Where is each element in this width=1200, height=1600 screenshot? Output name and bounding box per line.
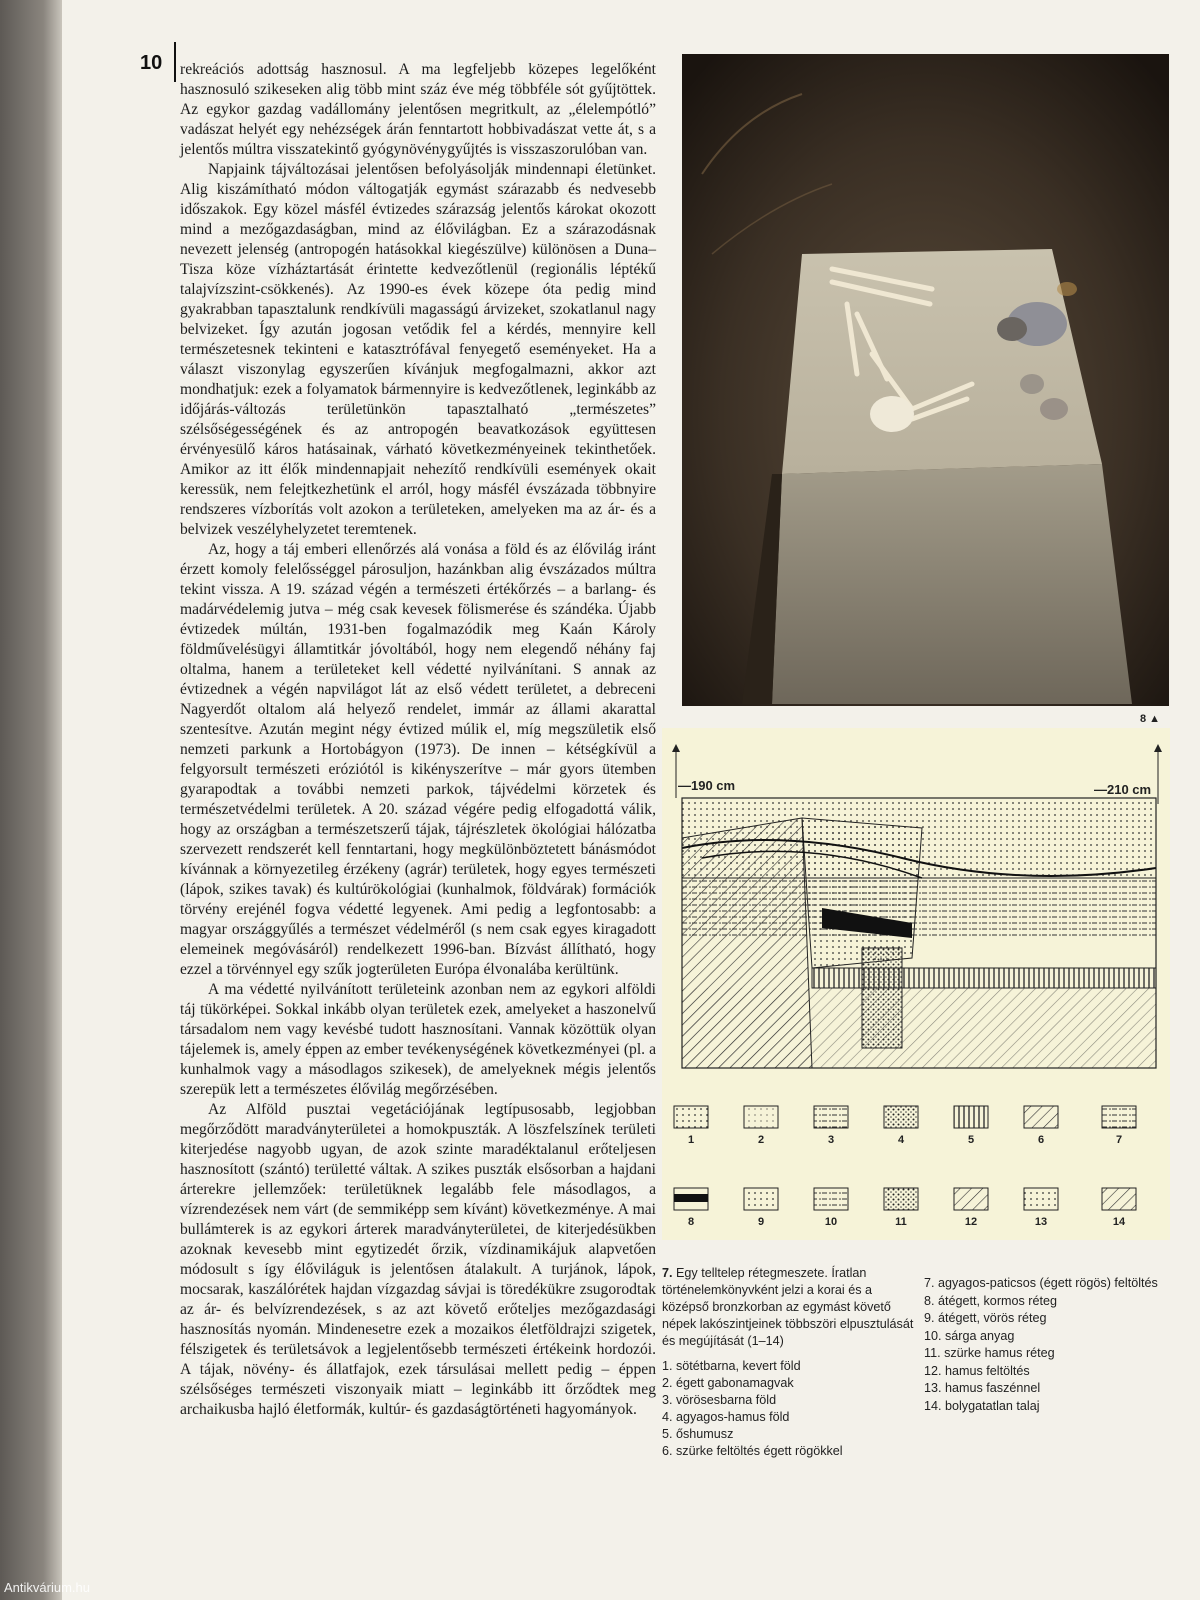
- legend-num-3: 3: [827, 1134, 835, 1146]
- legend-item: 1. sötétbarna, kevert föld: [662, 1359, 801, 1373]
- depth-left-label: —190 cm: [678, 778, 736, 793]
- grave-photo: [682, 54, 1169, 706]
- paragraph-2: Napjaink tájváltozásai jelentősen befolyásolják mindennapi életünket. Alig kiszámítható módon váltogatják egymást szárazabb és nedvesebb időszakok. Egy közel másfél évtizedes szárazság jelentős károkat okozott mind a mezőgazdaságban, mind az élővilágban. Ez a szárazodásnak nevezett jelenség (antropogén hatásokkal kiegészülve) különösen a Duna–Tisza köze vízháztartását érintette kedvezőtlenül (regionális léptékű talajvízszint-csökkenés). Az 1990-es évek közepe óta pedig mind gyakrabban tapasztalunk rendkívüli magasságú árvizeket, szokatlanul nagy belvizeket. Így azután jogosan vetődik fel a kérdés, mennyire kell természetesnek tekinteni e katasztrófával fenyegető eseményeket. Ha a választ viszonylag egyszerűen kívánjuk megfogalmazni, akkor azt mondhatjuk: ezek a folyamatok bármennyire is kedvezőtlenek, leginkább az időjárás-változás területünkön tapasztalható „természetes” szélsőségességének és az antropogén beavatkozások együttesen érvényesülő káros hatásainak, várható következményeinek tekinthetőek. Amikor az itt élők mindennapjait nehezítő rendkívüli események okait keressük, nem felejtkezhetünk el arról, hogy másfél évszázada többnyire rendszeres vízborítás volt azokon a területeken, amelyeken ma az ár- és a belvizek veszélyhelyzetet teremtenek.: [180, 161, 656, 538]
- legend-list-left: [662, 1358, 922, 1460]
- legend-item: 7. agyagos-paticsos (égett rögös) feltöltés: [924, 1276, 1158, 1290]
- legend-item: 6. szürke feltöltés égett rögökkel: [662, 1444, 843, 1458]
- paragraph-1: rekreációs adottság hasznosul. A ma legfeljebb közepes legelőként hasznosuló szikeseken alig több mint száz éve még többféle sót gyűjtöttek. Az egykor gazdag vadállomány jelentősen megritkult, az „élelempótló” vadászat helyét egy nehézségek árán fenntartott hobbivadászat vette át, s a jelentős múltra visszatekintő gyógynövénygyűjtés is visszaszorulóban van.: [180, 61, 656, 158]
- legend-num-14: 14: [1112, 1216, 1126, 1228]
- skull-icon: [870, 396, 914, 432]
- legend-item: 9. átégett, vörös réteg: [924, 1311, 1047, 1325]
- page-number: 10: [140, 52, 163, 74]
- legend-item: 10. sárga anyag: [924, 1328, 1015, 1343]
- page-number-rule: [174, 42, 176, 82]
- legend-num-8: 8: [687, 1216, 695, 1228]
- legend-num-10: 10: [824, 1216, 838, 1228]
- legend-item: 13. hamus faszénnel: [924, 1381, 1041, 1395]
- legend-num-6: 6: [1037, 1134, 1045, 1146]
- clay-cup-icon: [1020, 374, 1044, 394]
- legend-num-5: 5: [967, 1134, 975, 1146]
- legend-item: 12. hamus feltöltés: [924, 1363, 1030, 1378]
- legend-num-9: 9: [757, 1216, 765, 1228]
- legend-swatches: [674, 1106, 1136, 1210]
- paragraph-4: A ma védetté nyilvánított területeink azonban nem az egykori alföldi táj tükörképei. Sokkal inkább olyan területek ezek, amelyeket a haszonelvű társadalom nem vagy kevésbé tudott hasznosítani. Vannak közöttük olyan tájelemek is, amely éppen az ember tevékenységének következményei (pl. a kunhalmok vagy a másodlagos szikesek), de amelyeknek mégis jelentős szerepük lett a természetes élővilág megőrzésében.: [180, 981, 656, 1098]
- legend-num-1: 1: [687, 1134, 695, 1146]
- caption-body: Egy telltelep rétegmeszete. Íratlan történelemkönyvként jelzi a korai és a középső bronzkorban az egymást követő népek lakószintjeinek többszöri elpusztulását és megújítását (1–14): [662, 1266, 914, 1348]
- figure-8-label: 8 ▲: [1140, 713, 1161, 725]
- depth-right-label: —210 cm: [1094, 782, 1152, 797]
- paragraph-5: Az Alföld pusztai vegetációjának legtípusosabb, legjobban megőrződött maradványterületei a homokpuszták. A löszfelszínek területi kiterjedése nagyobb ugyan, de azok szinte maradéktalanul erőteljesen hasznosított (szántó) területté váltak. A szikes puszták elsősorban a hajdani árterekre jellemzőek: területüknek legalább fele másodlagos, a vízrendezések nem várt (de semmiképp sem kívánt) következménye. A mai bullámterek is az egykori árterek maradványterületei, de kiterjedésükben azoknak kevesebb mint egytizedét őrzik, vízdinamikájuk alapvetően módosult s így élőviláguk is jelentősen átalakult. A turjánok, lápok, mocsarak, kaszálórétek hajdan vízgazdag sávjai is töredékükre zsugorodtak az ár- és belvízrendezések, s az azt követő erőteljes mezőgazdasági hasznosítás nyomán. Mindenesetre ezek a mozaikos életföldrajzi szigetek, félszigetek és területsávok a legjelentősebb természeti értékeink hordozói. A tájak, növény- és állatfajok, ezek társulásai mellett pedig – éppen szélsőséges természeti viszonyaik miatt – leginkább itt őrződtek meg archaikusba hajló életformák, kultúr- és gazdaságtörténeti hagyományok.: [180, 1101, 656, 1418]
- legend-num-2: 2: [757, 1134, 765, 1146]
- stratigraphy-diagram: [662, 728, 1170, 1240]
- legend-num-7: 7: [1115, 1134, 1123, 1146]
- legend-item: 3. vörösesbarna föld: [662, 1393, 777, 1407]
- paragraph-3: Az, hogy a táj emberi ellenőrzés alá vonása a föld és az élővilág iránt érzett komoly felelősséggel párosuljon, hazánkban alig évszázados múltra tekint vissza. A 19. század végén a természeti értékőrzés – a barlang- és madárvédelemig jutva – még csak kevesek fölismerése és szándéka. Újabb évtizedek múltán, 1931-ben fogalmazódik meg Kaán Károly földművelésügyi államtitkár jóvoltából, hogy nem elegendő néhány faj oltalma, hanem a területeket kell védetté nyilvánítani. S annak az évtizednek a végén napvilágot lát az első védett területet, a debreceni Nagyerdőt oltalom alá helyező rendelet, immár az állami akarattal szentesítve. Azután megint négy évtized múlik el, míg megszületik első nemzeti parkunk a Hortobágyon (1973). De innen – kétségkívül a felgyorsult természeti eróziótól is kikényszerítve – már gyors ütemben gyarapodtak a további nemzeti parkok, tájvédelmi körzetek és természetvédelmi területek. A 20. század végére pedig elfogadottá válik, hogy az országban a természetszerű tájak, tájrészletek ökológiai hálózatba szervezett rendszerét kell fenntartani, hogy megkülönböztetett bánásmódot kívánnak a környezetileg érzékeny (agrár) területek, hogy egyes természeti (lápok, szikes tavak) és kultúrökológiai (kunhalmok, földvárak) formációk törvény erejénél fogva védetté legyenek. Ami pedig a legfontosabb: a magyar országgyűlés a természet védelméről (s nem csak egyes kiragadott elemeinek megóvásáról) rendelkezett 1996-ban. Bízvást állítható, hogy ezzel a törvénnyel egy szűk jogterületen Európa élvonalába kerültünk.: [180, 541, 656, 978]
- legend-item: 2. égett gabonamagvak: [662, 1376, 794, 1390]
- body-text-column: [180, 60, 656, 1420]
- legend-item: 8. átégett, kormos réteg: [924, 1293, 1058, 1308]
- caption-number: 7.: [662, 1266, 673, 1280]
- legend-list-right: [924, 1275, 1164, 1415]
- legend-item: 14. bolygatatlan talaj: [924, 1398, 1040, 1413]
- legend-num-11: 11: [895, 1216, 907, 1228]
- book-gutter: [0, 0, 62, 1600]
- legend-num-4: 4: [897, 1134, 905, 1146]
- legend-item: 11. szürke hamus réteg: [924, 1346, 1055, 1360]
- legend-item: 4. agyagos-hamus föld: [662, 1410, 790, 1424]
- figure-7-caption: [662, 1265, 922, 1460]
- legend-item: 5. őshumusz: [662, 1427, 734, 1441]
- watermark: Antikvárium.hu: [4, 1580, 90, 1595]
- legend-num-12: 12: [964, 1216, 978, 1228]
- caption-text: [662, 1265, 922, 1350]
- legend-num-13: 13: [1034, 1216, 1048, 1228]
